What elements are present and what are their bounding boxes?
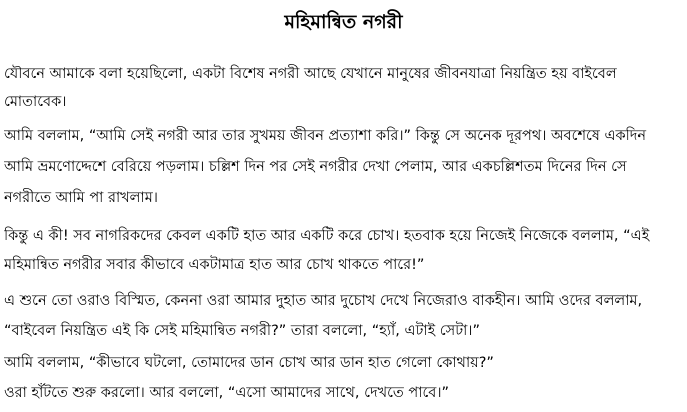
document-title: মহিমান্বিত নগরী: [284, 11, 403, 33]
text-line: কিন্তু এ কী! সব নাগরিকদের কেবল একটি হাত আর একটি করে চোখ। হতবাক হয়ে নিজেই নিজেকে বললাম, “এই: [4, 228, 650, 244]
text-line: এ শুনে তো ওরাও বিস্মিত, কেননা ওরা আমার দুহাত আর দুচোখ দেখে নিজেরাও বাকহীন। আমি ওদের বললাম,: [4, 293, 643, 309]
text-line: নগরীতে আমি পা রাখলাম।: [4, 190, 158, 206]
text-line: ওরা হাঁটতে শুরু করলো। আর বললো, “এসো আমাদের সাথে, দেখতে পাবে।”: [4, 385, 450, 401]
text-line: মোতাবেক।: [4, 94, 67, 110]
text-line: আমি বললাম, “কীভাবে ঘটলো, তোমাদের ডান চোখ আর ডান হাত গেলো কোথায়?”: [4, 355, 494, 371]
text-line: যৌবনে আমাকে বলা হয়েছিলো, একটা বিশেষ নগরী আছে যেখানে মানুষের জীবনযাত্রা নিয়ন্ত্রিত হয় বাইবেল: [4, 66, 617, 82]
text-line: আমি ভ্রমণোদ্দেশে বেরিয়ে পড়লাম। চল্লিশ দিন পর সেই নগরীর দেখা পেলাম, আর একচল্লিশতম দিনের দিন সে: [4, 159, 627, 175]
text-line: মহিমান্বিত নগরীর সবার কীভাবে একটামাত্র হাত আর চোখ থাকতে পারে!”: [4, 257, 425, 273]
text-line: আমি বললাম, “আমি সেই নগরী আর তার সুখময় জীবন প্রত্যাশা করি।” কিন্তু সে অনেক দূরপথ। অবশেষে একদিন: [4, 128, 647, 144]
text-line: “বাইবেল নিয়ন্ত্রিত এই কি সেই মহিমান্বিত নগরী?” তারা বললো, “হ্যাঁ, এটাই সেটা।”: [4, 323, 480, 339]
